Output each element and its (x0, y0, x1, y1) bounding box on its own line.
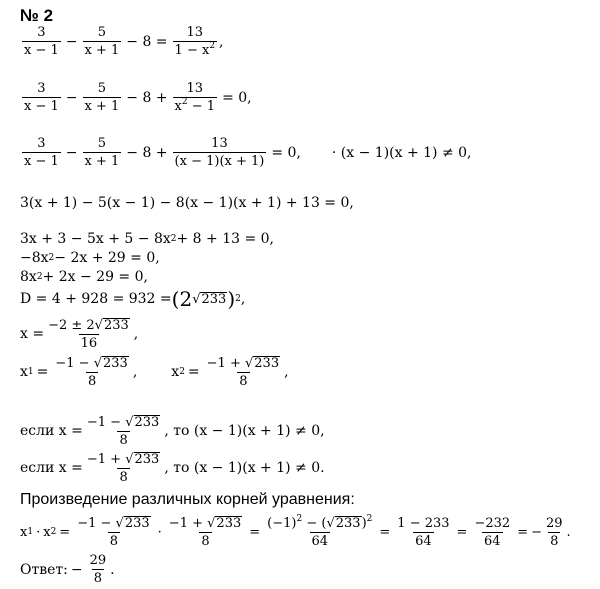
product-line: x 1 · x 2 = −1 − √ 233 8 · −1 + √ 233 8 = $(-1)^2$ − ( √ 233 )$^2$ 64 = $\frac{1 - 233}{64}$ = $\frac{-232}{64}$ = − $\frac{29}{8}$ . (20, 514, 571, 549)
fraction: $\frac{5}{x + 1}$ (84, 25, 120, 58)
equation-line-4: 3(x + 1) − 5(x − 1) − 8(x − 1)(x + 1) + 13 = 0, (20, 195, 354, 211)
answer-label: Ответ: (20, 561, 68, 578)
equation-line-5: 3x + 3 − 5x + 5 − 8x 2 + 8 + 13 = 0, (20, 231, 275, 247)
equation-line-2: 3 x − 1 − $\frac{5}{x + 1}$ − 8 + $\frac{13}{x^2 - 1}$ = 0, (24, 81, 252, 114)
equation-line-1: 3 x − 1 − $\frac{5}{x + 1}$ − 8 = $\frac{13}{1 - x^2}$ , (24, 25, 224, 58)
discriminant-line: D = 4 + 928 = 932 = (2 √ 233 ) 2 , (20, 287, 246, 311)
roots-formula: x = −2 ± 2 √ 233 16 , (20, 318, 139, 351)
equation-line-7: 8x 2 + 2x − 29 = 0, (20, 269, 148, 285)
fraction: $\frac{13}{1 - x^2}$ (174, 25, 216, 58)
roots-line: x 1 = −1 − √ 233 8 , x 2 = −1 + √ 233 8 , (20, 356, 289, 389)
check-line-2: если x = −1 + √ 233 8 , то (x − 1)(x + 1) ≠ 0. (20, 452, 325, 485)
product-heading: Произведение различных корней уравнения: (20, 491, 355, 508)
fraction: 3 x − 1 (24, 25, 59, 58)
equation-line-3: 3 x − 1 − $\frac{5}{x + 1}$ − 8 + $\frac{13}{(x - 1)(x + 1)}$ = 0, · (x − 1)(x + 1) ≠ 0, (24, 136, 472, 169)
problem-number: № 2 (20, 6, 54, 25)
equation-line-6: −8x 2 − 2x + 29 = 0, (20, 250, 160, 266)
condition: · (x − 1)(x + 1) ≠ 0, (331, 144, 472, 161)
check-line-1: если x = −1 − √ 233 8 , то (x − 1)(x + 1) ≠ 0, (20, 415, 325, 448)
answer-line: Ответ: − $\frac{29}{8}$ . (20, 553, 115, 586)
